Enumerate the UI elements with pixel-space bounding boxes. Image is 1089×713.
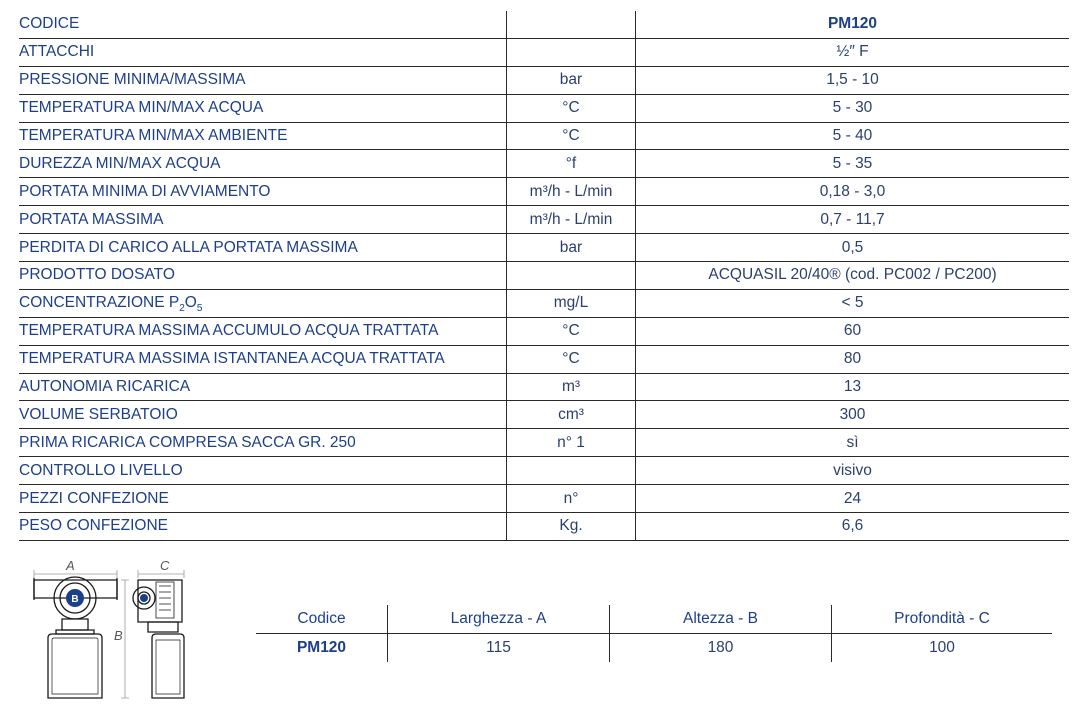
dim-header-depth: Profondità - C [832, 605, 1053, 634]
spec-row-label: TEMPERATURA MASSIMA ACCUMULO ACQUA TRATTATA [19, 317, 507, 345]
dim-width: 115 [388, 634, 610, 663]
spec-row-value: 0,18 - 3,0 [636, 178, 1070, 206]
spec-row-label: PERDITA DI CARICO ALLA PORTATA MASSIMA [19, 234, 507, 262]
front-collar [62, 619, 88, 630]
spec-row-unit: bar [507, 66, 636, 94]
spec-row-unit: °C [507, 94, 636, 122]
spec-row-value: 0,5 [636, 234, 1070, 262]
spec-row-label: TEMPERATURA MIN/MAX AMBIENTE [19, 122, 507, 150]
svg-text:B: B [71, 594, 79, 605]
dimension-label-a: A [66, 558, 75, 573]
spec-row [19, 122, 1069, 150]
spec-row-value: 13 [636, 373, 1070, 401]
front-bowl [48, 634, 102, 698]
spec-row-value: 0,7 - 11,7 [636, 206, 1070, 234]
spec-row-unit: n° [507, 485, 636, 513]
spec-row-unit: bar [507, 234, 636, 262]
spec-row-unit: m³/h - L/min [507, 178, 636, 206]
spec-row-value: 6,6 [636, 513, 1070, 541]
dim-depth: 100 [832, 634, 1053, 663]
spec-header-row [19, 11, 1069, 38]
spec-row [19, 234, 1069, 262]
subscript-2: 2 [179, 303, 185, 315]
spec-header-label: CODICE [19, 11, 507, 38]
spec-row-label: TEMPERATURA MASSIMA ISTANTANEA ACQUA TRATTATA [19, 345, 507, 373]
spec-row [19, 373, 1069, 401]
spec-row-value: ½″ F [636, 38, 1070, 66]
spec-row [19, 485, 1069, 513]
spec-row-unit: °C [507, 122, 636, 150]
spec-row-value: 5 - 40 [636, 122, 1070, 150]
spec-row [19, 94, 1069, 122]
spec-row-unit: °C [507, 345, 636, 373]
spec-row [19, 457, 1069, 485]
spec-row-label: ATTACCHI [19, 38, 507, 66]
product-dimension-drawing [22, 558, 212, 708]
spec-header-unit [507, 11, 636, 38]
spec-row-value: 60 [636, 317, 1070, 345]
spec-row-label: PRIMA RICARICA COMPRESA SACCA GR. 250 [19, 429, 507, 457]
spec-row [19, 289, 1069, 317]
spec-row-unit [507, 38, 636, 66]
spec-row-unit: °f [507, 150, 636, 178]
dimensions-row [256, 634, 1052, 663]
spec-row-unit [507, 262, 636, 290]
spec-row-value: 24 [636, 485, 1070, 513]
spec-row [19, 206, 1069, 234]
spec-row-unit: m³ [507, 373, 636, 401]
spec-row-label-concentrazione [19, 289, 507, 317]
spec-row [19, 262, 1069, 290]
spec-row-label: TEMPERATURA MIN/MAX ACQUA [19, 94, 507, 122]
dim-code: PM120 [296, 639, 347, 656]
dimension-label-b: B [114, 628, 123, 643]
dimensions-header-row [256, 605, 1052, 634]
spec-row-value: 5 - 30 [636, 94, 1070, 122]
spec-row-label: PRESSIONE MINIMA/MASSIMA [19, 66, 507, 94]
spec-table [19, 11, 1069, 541]
spec-row-unit: mg/L [507, 289, 636, 317]
spec-row-value: 1,5 - 10 [636, 66, 1070, 94]
spec-row-label: DUREZZA MIN/MAX ACQUA [19, 150, 507, 178]
spec-row-value: sì [636, 429, 1070, 457]
dim-height: 180 [610, 634, 832, 663]
side-bowl [152, 634, 184, 698]
spec-row-unit [507, 457, 636, 485]
spec-row [19, 429, 1069, 457]
spec-row-label: PORTATA MASSIMA [19, 206, 507, 234]
spec-row-unit: °C [507, 317, 636, 345]
spec-row-label: PORTATA MINIMA DI AVVIAMENTO [19, 178, 507, 206]
concentration-label-o: O [184, 294, 197, 312]
spec-row [19, 150, 1069, 178]
spec-row-value: 5 - 35 [636, 150, 1070, 178]
spec-row [19, 401, 1069, 429]
dim-header-height: Altezza - B [610, 605, 832, 634]
spec-row [19, 317, 1069, 345]
spec-row-value: 300 [636, 401, 1070, 429]
spec-row-label: VOLUME SERBATOIO [19, 401, 507, 429]
dim-header-code: Codice [256, 605, 388, 634]
spec-row-label: PEZZI CONFEZIONE [19, 485, 507, 513]
spec-row [19, 513, 1069, 541]
spec-row-value: ACQUASIL 20/40® (cod. PC002 / PC200) [636, 262, 1070, 290]
spec-row [19, 345, 1069, 373]
side-collar [148, 622, 178, 632]
spec-row-unit: cm³ [507, 401, 636, 429]
spec-row-value: 80 [636, 345, 1070, 373]
spec-header-code: PM120 [636, 11, 1070, 38]
spec-row [19, 66, 1069, 94]
spec-row-label: PRODOTTO DOSATO [19, 262, 507, 290]
spec-row-label: PESO CONFEZIONE [19, 513, 507, 541]
spec-row-label: AUTONOMIA RICARICA [19, 373, 507, 401]
spec-row [19, 178, 1069, 206]
spec-row-value: < 5 [636, 289, 1070, 317]
spec-row-unit: n° 1 [507, 429, 636, 457]
spec-row-value: visivo [636, 457, 1070, 485]
spec-row-label: CONTROLLO LIVELLO [19, 457, 507, 485]
dim-header-width: Larghezza - A [388, 605, 610, 634]
spec-row-unit: m³/h - L/min [507, 206, 636, 234]
dimension-label-c: C [160, 558, 170, 573]
dimensions-table [256, 605, 1052, 662]
subscript-5: 5 [196, 303, 203, 315]
concentration-label-text: CONCENTRAZIONE P [19, 294, 180, 312]
spec-row-unit: Kg. [507, 513, 636, 541]
spec-row [19, 38, 1069, 66]
